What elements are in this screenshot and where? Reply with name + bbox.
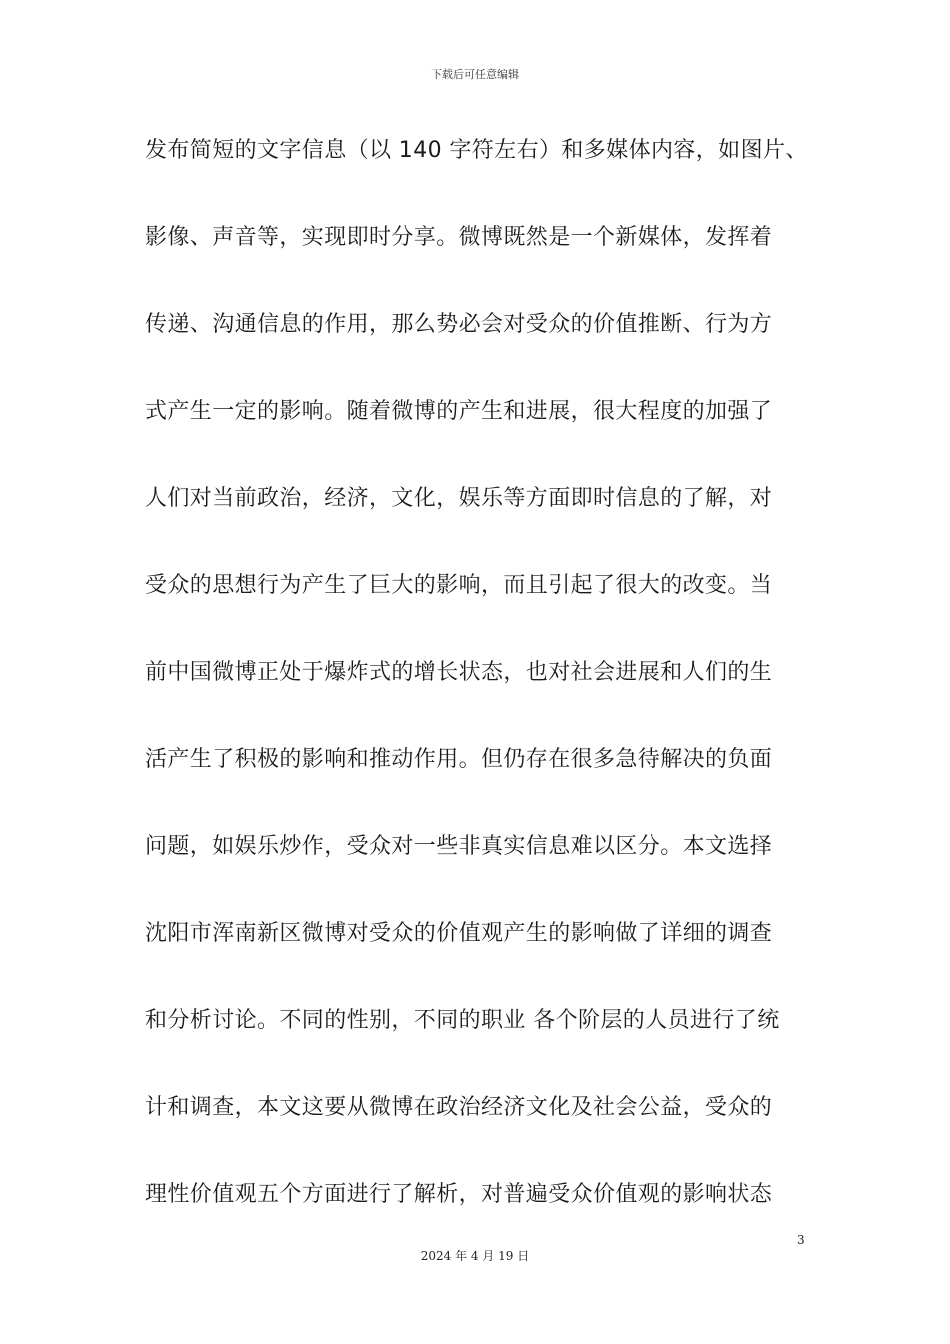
- body-text-line: 受众的思想行为产生了巨大的影响，而且引起了很大的改变。当: [145, 573, 773, 598]
- header-note: 下载后可任意编辑: [431, 68, 519, 81]
- body-text-line: 式产生一定的影响。随着微博的产生和进展，很大程度的加强了: [145, 399, 773, 424]
- footer-date: 2024 年 4 月 19 日: [420, 1249, 530, 1263]
- body-text-line: 问题，如娱乐炒作，受众对一些非真实信息难以区分。本文选择: [145, 834, 773, 859]
- body-text-line: 理性价值观五个方面进行了解析，对普遍受众价值观的影响状态: [145, 1182, 773, 1207]
- body-text-line: 发布简短的文字信息（以 140 字符左右）和多媒体内容，如图片、: [145, 138, 808, 163]
- body-text-line: 沈阳市浑南新区微博对受众的价值观产生的影响做了详细的调查: [145, 921, 773, 946]
- body-text-line: 和分析讨论。不同的性别，不同的职业 各个阶层的人员进行了统: [145, 1008, 780, 1033]
- body-text-line: 影像、声音等，实现即时分享。微博既然是一个新媒体，发挥着: [145, 225, 773, 250]
- body-text-line: 前中国微博正处于爆炸式的增长状态，也对社会进展和人们的生: [145, 660, 773, 685]
- page-number: 3: [797, 1233, 805, 1247]
- body-text-line: 计和调查，本文这要从微博在政治经济文化及社会公益，受众的: [145, 1095, 773, 1120]
- body-text-line: 人们对当前政治，经济，文化，娱乐等方面即时信息的了解，对: [145, 486, 773, 511]
- body-text-line: 传递、沟通信息的作用，那么势必会对受众的价值推断、行为方: [145, 312, 773, 337]
- body-text: [145, 128, 825, 1259]
- body-text-line: 活产生了积极的影响和推动作用。但仍存在很多急待解决的负面: [145, 747, 773, 772]
